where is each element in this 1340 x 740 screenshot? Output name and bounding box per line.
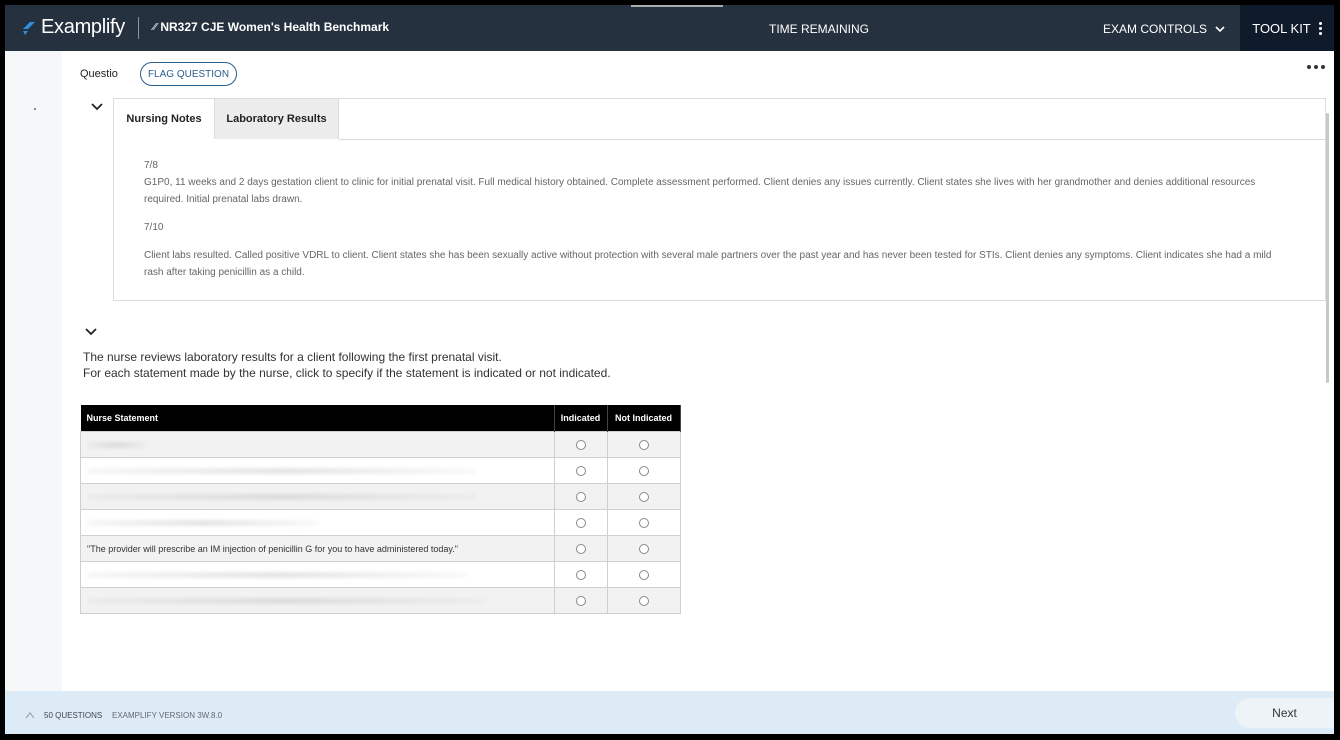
radio-icon[interactable] <box>639 596 649 606</box>
statement-cell <box>81 484 555 510</box>
exam-controls-button[interactable] <box>1103 22 1225 36</box>
indicated-cell <box>554 432 607 458</box>
radio-icon[interactable] <box>639 440 649 450</box>
table-header-row <box>81 405 681 432</box>
question-label: Questio <box>80 68 118 80</box>
note-text: Client labs resulted. Called positive VDRL to client. Client states she has been sexually active without protection with several male partners over the past year and has never been tested for STIs. Client denies any symptoms. Client indicates she had a mild rash after taking penicillin as a child. <box>144 250 1272 278</box>
statement-cell: "The provider will prescribe an IM injection of penicillin G for you to have administered today." <box>81 536 555 562</box>
exam-window <box>5 5 1334 734</box>
exam-title-text: NR327 CJE Women's Health Benchmark <box>160 20 390 34</box>
radio-icon[interactable] <box>639 544 649 554</box>
indicated-cell <box>554 484 607 510</box>
instruction-line: For each statement made by the nurse, click to specify if the statement is indicated or not indicated. <box>83 366 611 380</box>
exam-icon: ⁄⁄ <box>153 21 157 33</box>
left-gutter <box>5 51 62 691</box>
radio-icon[interactable] <box>576 518 586 528</box>
radio-icon[interactable] <box>576 440 586 450</box>
table-row <box>81 484 681 510</box>
radio-icon[interactable] <box>576 492 586 502</box>
tool-kit-label: TOOL KIT <box>1252 20 1311 36</box>
flag-question-button[interactable]: FLAG QUESTION <box>140 62 237 86</box>
radio-icon[interactable] <box>639 518 649 528</box>
instruction-line: The nurse reviews laboratory results for a client following the first prenatal visit. <box>83 350 502 364</box>
case-tabs <box>114 99 339 139</box>
top-divider <box>631 5 723 7</box>
table-row <box>81 510 681 536</box>
tab-nursing-notes[interactable]: Nursing Notes <box>114 99 215 139</box>
redacted-text <box>87 520 317 526</box>
table-row <box>81 588 681 614</box>
top-bar <box>5 5 1334 51</box>
scrollbar[interactable] <box>1326 113 1329 383</box>
case-panel <box>113 98 1326 301</box>
indicated-cell <box>554 536 607 562</box>
question-instructions <box>83 349 611 381</box>
radio-icon[interactable] <box>639 570 649 580</box>
statement-table <box>80 405 681 614</box>
examplify-logo-icon <box>21 20 37 36</box>
table-row <box>81 536 681 562</box>
statement-cell <box>81 432 555 458</box>
statement-cell <box>81 510 555 536</box>
indicated-cell <box>554 562 607 588</box>
radio-icon[interactable] <box>576 544 586 554</box>
exam-controls-label: EXAM CONTROLS <box>1103 22 1208 36</box>
chevron-down-icon <box>1215 26 1225 33</box>
app-version: EXAMPLIFY VERSION 3W.8.0 <box>112 711 223 720</box>
statement-cell <box>81 562 555 588</box>
column-header: Not Indicated <box>607 405 680 432</box>
note-text: G1P0, 11 weeks and 2 days gestation client to clinic for initial prenatal visit. Full medical history obtained. Complete assessment performed. Client denies any issues currently. Client states she lives with her grandmother and denies additional resources required. Initial prenatal labs drawn. <box>144 177 1256 205</box>
kebab-icon <box>1319 22 1322 35</box>
tool-kit-button[interactable] <box>1240 5 1334 51</box>
tab-underline <box>339 139 1325 140</box>
tab-laboratory-results[interactable]: Laboratory Results <box>215 99 339 139</box>
note-date: 7/8 <box>144 160 158 171</box>
more-options-icon[interactable] <box>1307 65 1325 69</box>
radio-icon[interactable] <box>639 466 649 476</box>
not-indicated-cell <box>607 588 680 614</box>
table-row <box>81 458 681 484</box>
statement-cell <box>81 588 555 614</box>
app-logo <box>21 16 125 39</box>
redacted-text <box>87 468 477 474</box>
not-indicated-cell <box>607 562 680 588</box>
gutter-marker <box>34 108 36 110</box>
redacted-text <box>87 598 487 604</box>
radio-icon[interactable] <box>639 492 649 502</box>
header-divider <box>138 17 139 39</box>
column-header: Indicated <box>554 405 607 432</box>
radio-icon[interactable] <box>576 466 586 476</box>
not-indicated-cell <box>607 458 680 484</box>
table-row <box>81 432 681 458</box>
note-date: 7/10 <box>144 222 164 233</box>
time-remaining[interactable]: TIME REMAINING <box>769 22 870 36</box>
exam-title <box>153 20 389 34</box>
indicated-cell <box>554 458 607 484</box>
table-row <box>81 562 681 588</box>
footer-bar <box>5 691 1334 734</box>
chevron-down-icon[interactable] <box>91 101 103 113</box>
redacted-text <box>87 572 467 578</box>
indicated-cell <box>554 588 607 614</box>
column-header: Nurse Statement <box>81 405 555 432</box>
next-button[interactable]: Next <box>1235 698 1334 728</box>
not-indicated-cell <box>607 432 680 458</box>
statement-cell <box>81 458 555 484</box>
wifi-icon <box>25 709 35 719</box>
app-name: Examplify <box>41 16 125 38</box>
redacted-text <box>87 442 147 448</box>
not-indicated-cell <box>607 536 680 562</box>
not-indicated-cell <box>607 510 680 536</box>
indicated-cell <box>554 510 607 536</box>
redacted-text <box>87 494 477 500</box>
chevron-down-icon[interactable] <box>85 326 97 338</box>
question-count: 50 QUESTIONS <box>44 711 103 720</box>
radio-icon[interactable] <box>576 570 586 580</box>
not-indicated-cell <box>607 484 680 510</box>
radio-icon[interactable] <box>576 596 586 606</box>
